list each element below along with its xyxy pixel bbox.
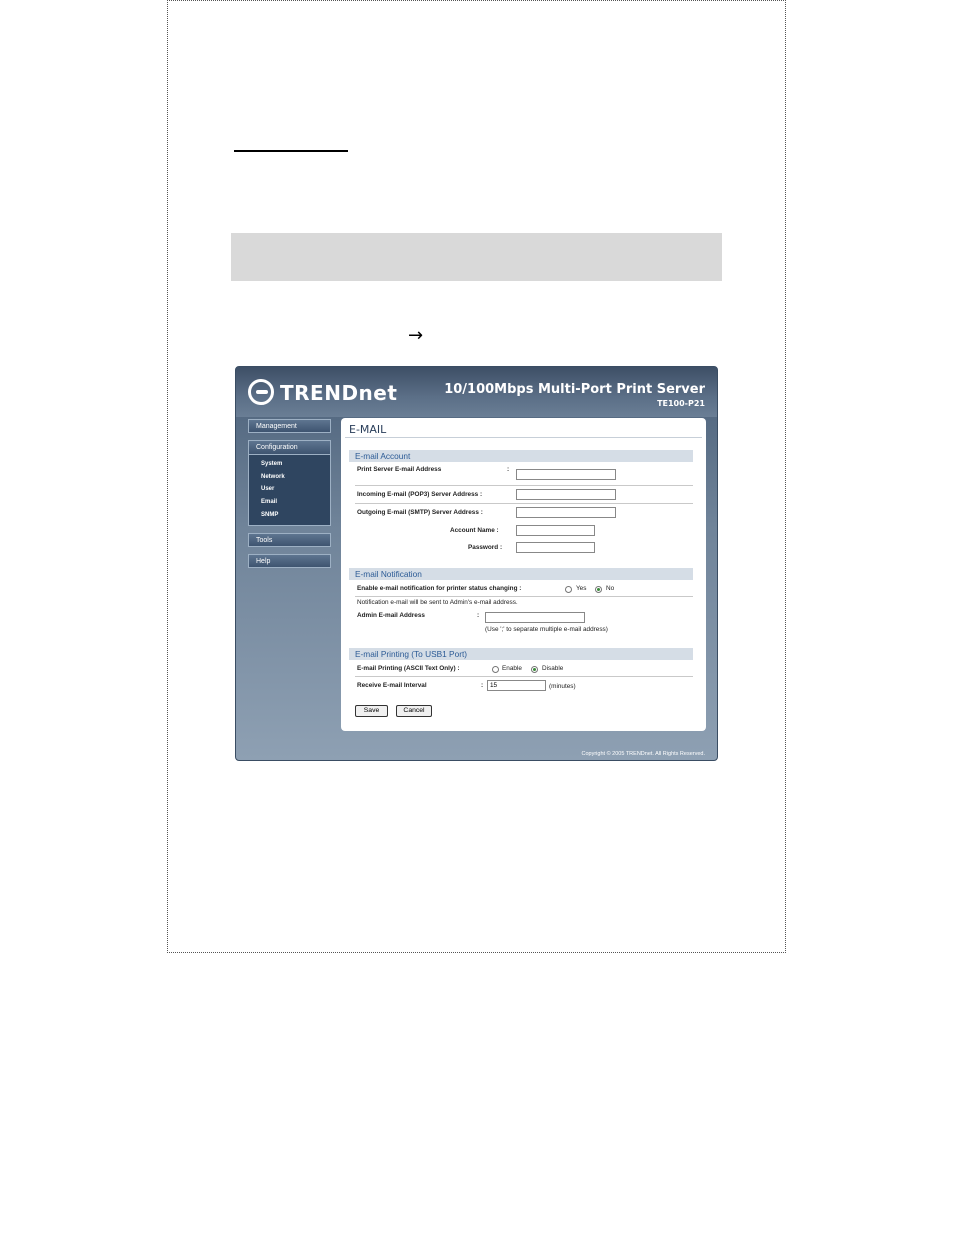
receive-interval-label: Receive E-mail Interval — [357, 682, 427, 689]
account-name-label: Account Name : — [450, 527, 499, 534]
email-printing-header: E-mail Printing (To USB1 Port) — [349, 648, 693, 660]
sidebar — [248, 419, 332, 575]
sidebar-item-snmp[interactable]: SNMP — [261, 511, 279, 518]
trendnet-logo-icon — [248, 379, 274, 405]
save-button[interactable]: Save — [355, 705, 388, 717]
interval-unit: (minutes) — [549, 683, 576, 690]
pop3-server-label: Incoming E-mail (POP3) Server Address : — [357, 491, 483, 498]
arrow-icon: → — [408, 325, 424, 346]
page-title: E-MAIL — [349, 423, 387, 436]
smtp-server-label: Outgoing E-mail (SMTP) Server Address : — [357, 509, 483, 516]
product-title: 10/100Mbps Multi-Port Print Server — [444, 382, 705, 397]
email-notification-header: E-mail Notification — [349, 568, 693, 580]
email-printing-disable-radio[interactable] — [531, 666, 538, 673]
notification-note: Notification e-mail will be sent to Admin's e-mail address. — [357, 599, 518, 606]
sidebar-item-email[interactable]: Email — [261, 499, 278, 506]
password-label: Password : — [468, 544, 503, 551]
admin-email-label: Admin E-mail Address — [357, 612, 425, 619]
logo-text: TRENDnet — [280, 381, 398, 405]
receive-interval-input[interactable] — [487, 680, 546, 691]
admin-email-input[interactable] — [485, 612, 585, 623]
notification-no-label: No — [606, 585, 615, 592]
email-printing-label: E-mail Printing (ASCII Text Only) : — [357, 665, 460, 672]
nav-configuration[interactable]: Configuration — [249, 441, 330, 455]
sidebar-item-system[interactable]: System — [261, 461, 283, 467]
print-server-email-label: Print Server E-mail Address — [357, 466, 442, 473]
app-header — [236, 367, 717, 417]
nav-configuration-group — [248, 440, 331, 526]
smtp-server-input[interactable] — [516, 507, 616, 518]
divider — [345, 437, 702, 438]
print-server-window — [235, 366, 718, 761]
email-printing-enable-radio[interactable] — [492, 666, 499, 673]
sidebar-item-network[interactable]: Network — [261, 473, 285, 480]
note-box — [231, 233, 722, 281]
copyright: Copyright © 2005 TRENDnet. All Rights Reserved. — [581, 751, 705, 757]
colon: : — [477, 612, 480, 619]
cancel-button[interactable]: Cancel — [396, 705, 432, 717]
notification-yes-label: Yes — [576, 585, 587, 592]
email-printing-enable-label: Enable — [502, 665, 522, 672]
divider — [355, 596, 693, 597]
divider — [355, 503, 693, 504]
enable-notification-label: Enable e-mail notification for printer status changing : — [357, 585, 522, 592]
divider — [355, 485, 693, 486]
nav-help[interactable]: Help — [248, 554, 331, 568]
email-printing-disable-label: Disable — [542, 665, 564, 672]
content-panel — [341, 418, 706, 731]
colon: : — [481, 682, 484, 689]
print-server-email-input[interactable] — [516, 469, 616, 480]
section-title-underline — [234, 150, 348, 152]
notification-yes-radio[interactable] — [565, 586, 572, 593]
admin-email-hint: (Use ';' to separate multiple e-mail address) — [485, 626, 608, 633]
nav-tools[interactable]: Tools — [248, 533, 331, 547]
notification-no-radio[interactable] — [595, 586, 602, 593]
email-account-header: E-mail Account — [349, 450, 693, 462]
model-number: TE100-P21 — [657, 399, 705, 408]
account-name-input[interactable] — [516, 525, 595, 536]
password-input[interactable] — [516, 542, 595, 553]
sidebar-item-user[interactable]: User — [261, 486, 275, 493]
pop3-server-input[interactable] — [516, 489, 616, 500]
nav-management[interactable]: Management — [248, 419, 331, 433]
colon: : — [507, 466, 510, 473]
divider — [355, 676, 693, 677]
